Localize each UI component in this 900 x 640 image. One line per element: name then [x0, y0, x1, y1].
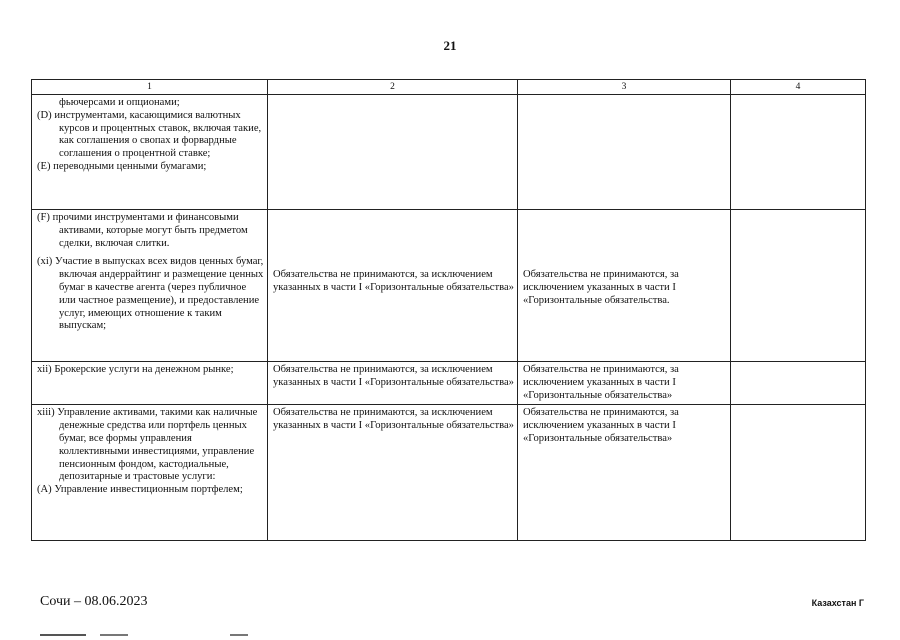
- sector-line: xiii) Управление активами, такими как наличные денежные средства или портфель ценных бумаг, все формы управления коллективными инвестициями, управление пенсионным фондом, кастодиальные, депозитарные и трастовые услуги:: [37, 407, 258, 483]
- national-treatment-cell: Обязательства не принимаются, за исключением указанных в части I «Горизонтальные обязательства»: [518, 362, 731, 405]
- sector-line: (F) прочими инструментами и финансовыми активами, которые могут быть предметом сделки, включая слитки.: [37, 212, 248, 249]
- sector-cell: [32, 210, 268, 362]
- column-header-3: 3: [518, 80, 731, 95]
- sector-line: (E) переводными ценными бумагами;: [37, 160, 207, 172]
- table-row: [32, 405, 866, 541]
- market-access-cell: Обязательства не принимаются, за исключением указанных в части I «Горизонтальные обязательства»: [268, 362, 518, 405]
- table-header-row: [32, 80, 866, 95]
- additional-commitments-cell: [731, 405, 866, 541]
- market-access-cell: Обязательства не принимаются, за исключением указанных в части I «Горизонтальные обязательства»: [268, 405, 518, 541]
- sector-line: фьючерсами и опционами;: [59, 97, 180, 108]
- sector-cell: [32, 405, 268, 541]
- column-header-2: 2: [268, 80, 518, 95]
- sector-line: xii) Брокерские услуги на денежном рынке;: [37, 364, 234, 375]
- sector-line: (D) инструментами, касающимися валютных курсов и процентных ставок, включая такие, как соглашения о свопах и форвардные соглашения о процентной ставке;: [37, 109, 262, 160]
- commitments-table: [31, 79, 866, 541]
- table-row: [32, 95, 866, 210]
- additional-commitments-cell: [731, 95, 866, 210]
- national-treatment-cell: Обязательства не принимаются, за исключением указанных в части I «Горизонтальные обязательства»: [518, 405, 731, 541]
- sector-cell: [32, 362, 268, 405]
- additional-commitments-cell: [731, 210, 866, 362]
- column-header-4: 4: [731, 80, 866, 95]
- table-row: [32, 210, 866, 362]
- column-header-1: 1: [32, 80, 268, 95]
- scan-marks: [40, 634, 280, 638]
- page-number: 21: [443, 38, 457, 53]
- market-access-cell: Обязательства не принимаются, за исключением указанных в части I «Горизонтальные обязательства»: [268, 210, 518, 362]
- footer-country-code: Казахстан Г: [811, 598, 864, 608]
- sector-cell: [32, 95, 268, 210]
- market-access-cell: [268, 95, 518, 210]
- table-row: [32, 362, 866, 405]
- footer-place-date: Сочи – 08.06.2023: [40, 594, 148, 609]
- sector-line: (xi) Участие в выпусках всех видов ценных бумаг, включая андеррайтинг и размещение ценных бумаг в качестве агента (через публичное или частное размещение), и предоставление услуг, имеющих отношение к таким выпускам;: [37, 256, 264, 332]
- national-treatment-cell: Обязательства не принимаются, за исключением указанных в части I «Горизонтальные обязательства.: [518, 210, 731, 362]
- sector-line: (A) Управление инвестиционным портфелем;: [37, 484, 243, 496]
- additional-commitments-cell: [731, 362, 866, 405]
- national-treatment-cell: [518, 95, 731, 210]
